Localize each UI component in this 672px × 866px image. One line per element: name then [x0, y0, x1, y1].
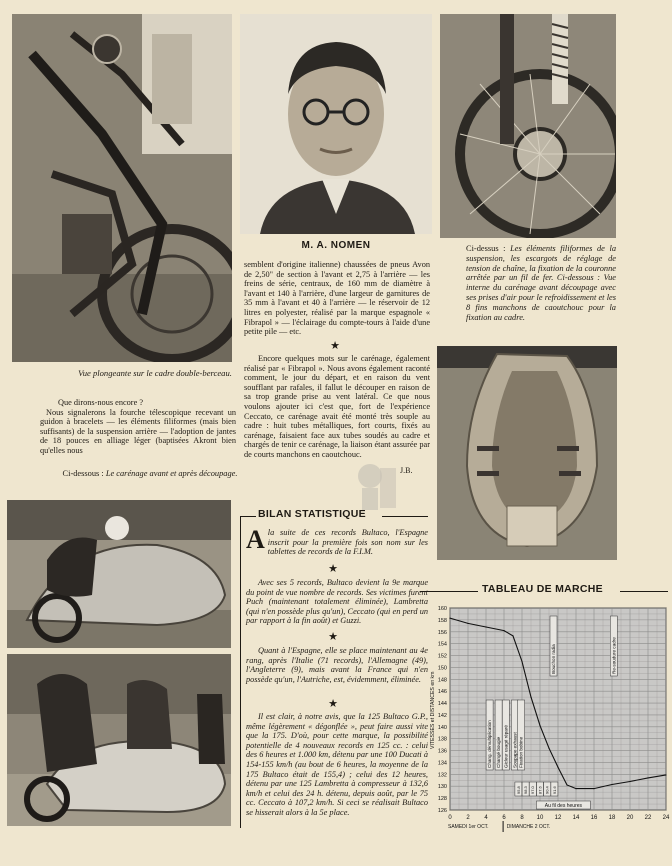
- caption-top-right-label: Ci-dessus :: [466, 244, 506, 253]
- bilan-paragraph-1: [246, 525, 428, 557]
- chart-point: [503, 630, 504, 631]
- chart-x-tick-label: 16: [590, 815, 598, 821]
- chart-x-tick-label: 4: [484, 815, 488, 821]
- left-paragraph-2: Nous signalerons la fourche télescopique recevant un guidon à bracelets — les éléments filiformes (mais bien suffisants) de la suspension arrière — l'adoption de jantes de 18 pouces en alliage léger (baptisées Akront bien qu'elles nous: [40, 407, 236, 455]
- photo-frame-top-view: [12, 14, 232, 362]
- portrait-name: M. A. NOMEN: [301, 240, 371, 251]
- chart-y-tick-label: 140: [437, 724, 447, 731]
- chart-point: [467, 623, 468, 624]
- tableau-heading-box: [420, 583, 670, 599]
- chart-point: [629, 781, 630, 782]
- chart-y-tick-label: 136: [437, 748, 447, 755]
- bilan-text-3: [246, 646, 428, 688]
- chart-bottom-box-label: 98.3: [523, 786, 528, 794]
- chart-y-tick-label: 158: [437, 617, 447, 624]
- bilan-text-2: [246, 578, 428, 630]
- caption-top-left: Vue plongeante sur le cadre double-berceau.: [78, 368, 232, 378]
- chart-day-label: SAMEDI 1er OCT.: [448, 824, 489, 830]
- chart-x-tick-label: 22: [644, 815, 652, 821]
- chart-point: [566, 784, 567, 785]
- left-text-column: [40, 398, 236, 460]
- chart-y-tick-label: 152: [437, 653, 447, 660]
- chart-point: [593, 788, 594, 789]
- chart-x-tick-label: 2: [466, 815, 470, 821]
- chart-x-tick-label: 20: [626, 815, 634, 821]
- chart-y-tick-label: 154: [437, 641, 447, 648]
- chart-annotation-label: Fixation bobine: [518, 736, 524, 768]
- chart-point: [575, 788, 576, 789]
- chart-bottom-box-label: 95.8: [515, 786, 521, 794]
- photo-faired-bike-1: [7, 500, 231, 648]
- bilan-heading: BILAN STATISTIQUE: [258, 508, 366, 520]
- star-separator-3: ★: [328, 631, 338, 643]
- tableau-chart-svg: [420, 600, 672, 850]
- chart-point: [539, 725, 540, 726]
- bilan-paragraph-2: Avec ses 5 records, Bultaco devient la 9e marque du point de vue nombre de records. Ses victimes furent Puch (maintenant totalement éliminée), Lambretta (qui n'en possède plus qu'un), Ceccato (qui en perd un par rapport à la fin août) et Guzzi.: [246, 578, 428, 626]
- chart-point: [485, 626, 486, 627]
- chart-y-tick-label: 130: [437, 784, 447, 791]
- chart-point: [557, 767, 558, 768]
- caption-left-mid-label: Ci-dessous :: [62, 469, 104, 478]
- chart-y-tick-label: 144: [437, 701, 447, 708]
- chart-y-tick-label: 160: [437, 606, 447, 612]
- chart-x-tick-label: 18: [608, 815, 616, 821]
- tableau-heading: TABLEAU DE MARCHE: [482, 583, 603, 595]
- chart-point: [530, 697, 531, 698]
- chart-annotation-label: Changé bougie: [496, 736, 502, 768]
- bilan-text-4: [246, 712, 428, 822]
- bilan-drop-cap: A: [246, 525, 265, 554]
- bilan-left-rule: [240, 516, 241, 828]
- chart-x-tick-label: 14: [572, 815, 580, 821]
- photo-rear-suspension: [440, 14, 616, 238]
- caption-top-right: [466, 244, 616, 322]
- star-separator-4: ★: [328, 698, 338, 710]
- chart-x-tick-label: 12: [554, 815, 562, 821]
- photo-faired-bike-2: [7, 654, 231, 826]
- chart-bottom-box-label: 87.6: [537, 786, 543, 794]
- middle-text-column-2: [244, 354, 430, 464]
- star-separator-2: ★: [328, 563, 338, 575]
- caption-left-mid: [60, 469, 240, 479]
- caption-top-right-text: Les éléments filiformes de la suspension, les escargots de réglage de tension de chaîne, la fixation de la couronne arrêtée par un fil de fer. Ci-dessous : Vue interne du carénage avant découpage avec ses prises d'air pour le refroidissement et les 8 fins manchons de caoutchouc pour la fixation au cadre.: [466, 244, 617, 322]
- chart-annotation-label: Gicleur usagé réparé: [503, 725, 509, 768]
- bilan-paragraph-1-text: la suite de ces records Bultaco, l'Espagne inscrit pour la première fois son nom sur les tablettes de records de la F.I.M.: [267, 528, 428, 557]
- chart-point: [521, 661, 522, 662]
- chart-point: [548, 748, 549, 749]
- chart-y-tick-label: 126: [437, 808, 447, 814]
- photo-portrait-nomen: [240, 14, 432, 234]
- bilan-heading-box: [240, 508, 428, 524]
- watermark-logo: [350, 458, 400, 514]
- chart-day-label: DIMANCHE 2 OCT.: [506, 824, 551, 830]
- chart-x-tick-label: 0: [448, 815, 452, 821]
- star-separator-1: ★: [330, 340, 340, 352]
- left-paragraph-1: Que dirons-nous encore ?: [58, 398, 144, 407]
- bilan-paragraph-3: Quant à l'Espagne, elle se place maintenant au 4e rang, après l'Italie (71 records), l'Allemagne (49), l'Angleterre (9), mais avant la France qui n'en possède qu'un, l'Autriche, est, évidemment, éliminée.: [246, 646, 428, 684]
- chart-point: [449, 618, 450, 619]
- chart-y-tick-label: 156: [437, 629, 447, 636]
- chart-y-tick-label: 128: [437, 796, 447, 803]
- chart-x-tick-label: 6: [502, 815, 506, 821]
- signature: J.B.: [400, 466, 413, 475]
- middle-paragraph-2: Encore quelques mots sur le carénage, également réalisé par « Fibrapol ». Nous avons également raconté comment, le jour du départ, et en raison du vent soufflant par rafales, il fallut le découper en raison de sa trop grande prise au vent latéral. Ce que nous voulons ajouter ici c'est que, fort de l'expérience Ceccato, ce carénage avait été monté très souple au cadre : huit tubes métalliques, fort courts, fixés au carénage, faisaient face aux tubes soudés au cadre et chargés de tenir ce carénage, la liaison étant assurée par de courts manchons en caoutchouc.: [244, 354, 430, 459]
- chart-annotation-label: Chang. démultiplication: [487, 720, 493, 768]
- chart-y-tick-label: 132: [437, 772, 447, 779]
- chart-bottom-box-label: 91.6: [551, 786, 557, 794]
- bilan-paragraph-4: Il est clair, à notre avis, que la 125 Bultaco G.P., même légèrement « dégonflée », peut faire aussi vite que la 175. D'où, pour cette marque, la possibilité potentielle de 4 nouveaux records en 125 cc. : celui des 6 heures et 1.000 km, détenu par une 100 Ducati à 154-155 km/h (au bout de 6 heures, la moyenne de la 175 Bultaco était de 155,4) ; celui des 12 heures, détenu par une 125 Lambretta à compresseur à 132,6 km/h et celui des 24 h. détenu, depuis août, par le 75 cc. Ceccato à 107,2 km/h. Si ceci se réalisait Bultaco se hisserait alors à la 5e place.: [246, 712, 428, 817]
- middle-paragraph-1: semblent d'origine italienne) chaussées de pneus Avon de 2,50" de section à l'avant et 2,75 à l'arrière — les freins de série, centraux, de 160 mm de diamètre à l'avant et 140 à l'arrière, d'une largeur de garnitures de 35 mm à l'avant et 40 à l'arrière — le réservoir de 12 litres en polyester, réalisé par la marque espagnole « Fibrapol » — l'éclairage du compte-tours à l'aide d'une petite pile — etc.: [244, 260, 430, 337]
- chart-annotation-label: Re-soudure cadre: [611, 637, 617, 674]
- caption-left-mid-text: Le carénage avant et après découpage.: [105, 469, 238, 478]
- tableau-chart: [420, 600, 672, 850]
- bilan-text: [246, 525, 428, 561]
- middle-text-column: [244, 260, 430, 341]
- chart-bottom-box-label: 97.0: [530, 786, 536, 794]
- chart-point: [512, 635, 513, 636]
- chart-annotation-label: Soupape exhaust: [512, 732, 518, 768]
- chart-y-tick-label: 138: [437, 736, 447, 743]
- chart-x-tick-label: 10: [536, 815, 544, 821]
- chart-y-tick-label: 146: [437, 689, 447, 696]
- chart-y-tick-label: 134: [437, 760, 447, 767]
- chart-y-tick-label: 142: [437, 712, 447, 719]
- photo-fairing-interior: [437, 346, 617, 560]
- chart-y-axis-label: VITESSES et DISTANCES en km: [430, 671, 436, 749]
- chart-y-tick-label: 150: [437, 665, 447, 672]
- chart-y-tick-label: 148: [437, 677, 447, 684]
- chart-bottom-box-label: 90.4: [544, 786, 550, 794]
- chart-annotation-label: Au fil des heures: [544, 803, 583, 809]
- chart-point: [647, 777, 648, 778]
- chart-point: [665, 774, 666, 775]
- chart-x-tick-label: 8: [520, 815, 524, 821]
- chart-x-tick-label: 24: [662, 815, 670, 821]
- chart-point: [611, 784, 612, 785]
- chart-annotation-label: Bouchon radia: [551, 644, 557, 674]
